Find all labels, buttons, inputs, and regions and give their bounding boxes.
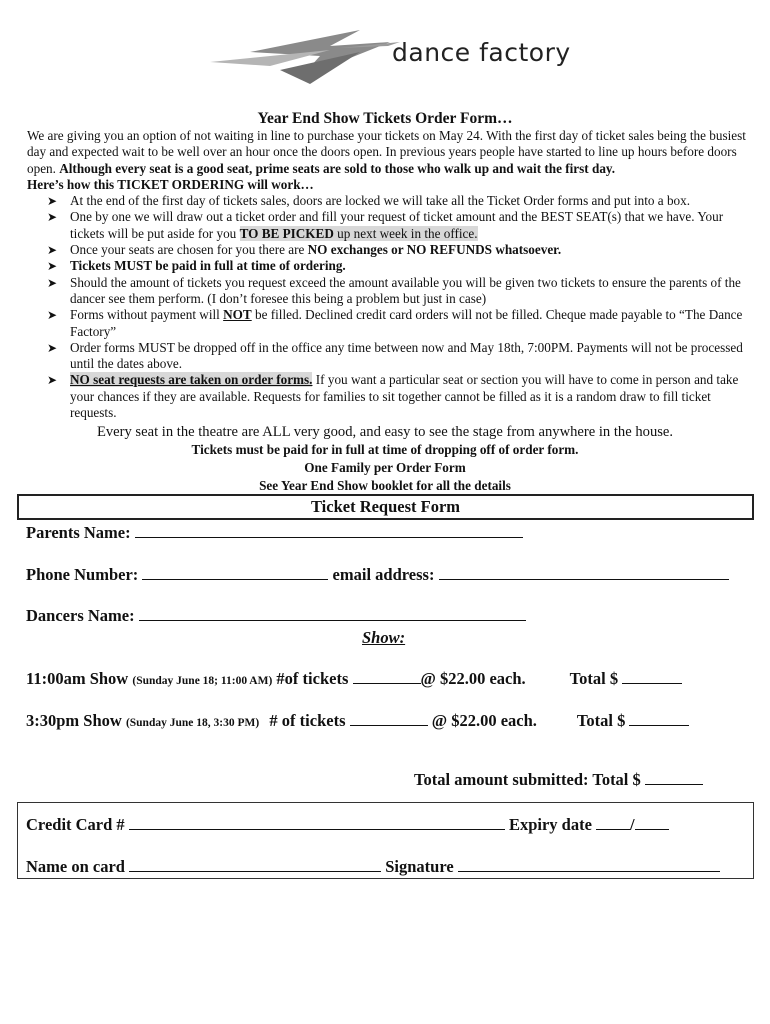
dancers-name-row: Dancers Name: [26,606,526,626]
family-note: One Family per Order Form [304,460,466,475]
every-seat-note: Every seat in the theatre are ALL very good, and easy to see the stage from anywhere in the house. [96,424,674,440]
show2-total-field[interactable] [629,711,689,726]
show1-total-field[interactable] [622,669,682,684]
phone-number-field[interactable] [142,565,328,580]
booklet-note: See Year End Show booklet for all the details [259,478,511,493]
page-title: Year End Show Tickets Order Form… [257,110,513,127]
arrow-bullet-icon: ➤ [47,373,58,388]
how-heading: Here’s how this TICKET ORDERING will work… [27,176,314,192]
intro-bold: Although every seat is a good seat, prime seats are sold to those who walk up and wait the first day. [59,160,616,176]
dancers-name-field[interactable] [139,606,526,621]
arrow-bullet-icon: ➤ [47,259,58,274]
list-item: ➤ Tickets MUST be paid in full at time of ordering. [47,258,346,274]
rules-list [27,193,747,421]
list-item: ➤ Once your seats are chosen for you there are NO exchanges or NO REFUNDS whatsoever. [47,242,562,258]
parents-name-row: Parents Name: [26,523,523,543]
arrow-bullet-icon: ➤ [47,308,58,323]
logo-text: dance factory [392,38,571,67]
show2-row: 3:30pm Show (Sunday June 18, 3:30 PM) # of tickets @ $22.00 each. Total $ [26,711,689,731]
expiry-month-field[interactable] [596,815,630,830]
list-item: ➤ Should the amount of tickets you request exceed the amount available you will be given two tickets to ensure the parents of the dancer see them perform. (I don’t foresee this being a problem but just in case) [47,274,741,306]
arrow-bullet-icon: ➤ [47,275,58,290]
intro-paragraph: We are giving you an option of not waiting in line to purchase your tickets on May 24. With the first day of ticket sales being the busiest day and expected wait to be well over an hour once the doors open. In previous years people have started to line up hours before doors open. Although every seat is a good seat, prime seats are sold to those who walk up and wait the first day. [27,128,746,176]
ticket-request-title: Ticket Request Form [17,494,754,520]
show1-row: 11:00am Show (Sunday June 18; 11:00 AM) #of tickets @ $22.00 each. Total $ [26,669,682,689]
expiry-year-field[interactable] [635,815,669,830]
arrow-bullet-icon: ➤ [47,210,58,225]
phone-email-row: Phone Number: email address: [26,565,729,585]
name-on-card-field[interactable] [129,857,381,872]
show2-tickets-field[interactable] [350,711,428,726]
name-signature-row: Name on card Signature [26,857,720,877]
list-item: ➤ At the end of the first day of tickets sales, doors are locked we will take all the Ticket Order forms and put into a box. [47,193,691,209]
arrow-bullet-icon: ➤ [47,194,58,209]
arrow-bullet-icon: ➤ [47,243,58,258]
list-item: ➤ NO seat requests are taken on order forms. If you want a particular seat or section you will have to come in person and take your chances if they are available. Requests for families to sit together cannot be filled as it is a random draw to fill ticket requests. [47,372,739,421]
paid-note: Tickets must be paid for in full at time of dropping off of order form. [191,442,579,457]
list-item: ➤ Order forms MUST be dropped off in the office any time between now and May 18th, 7:00PM. Payments will not be processed until the dates above. [47,339,743,372]
credit-card-number-field[interactable] [129,815,505,830]
total-submitted-field[interactable] [645,770,703,785]
list-item: ➤ Forms without payment will NOT be filled. Declined credit card orders will not be filled. Cheque made payable to “The Dance Factory” [47,307,743,339]
parents-name-field[interactable] [135,523,523,538]
show1-tickets-field[interactable] [353,669,421,684]
arrow-bullet-icon: ➤ [47,340,58,355]
intro-section [27,128,747,421]
show-heading: Show: [362,628,406,647]
list-item: ➤ One by one we will draw out a ticket order and fill your request of ticket amount and the BEST SEAT(s) that we have. Your tickets will be put aside for you TO BE PICKED up next week in the office. [47,209,724,241]
signature-field[interactable] [458,857,720,872]
credit-card-row: Credit Card # Expiry date / [26,815,669,835]
email-address-field[interactable] [439,565,729,580]
total-submitted-row: Total amount submitted: Total $ [414,770,703,790]
